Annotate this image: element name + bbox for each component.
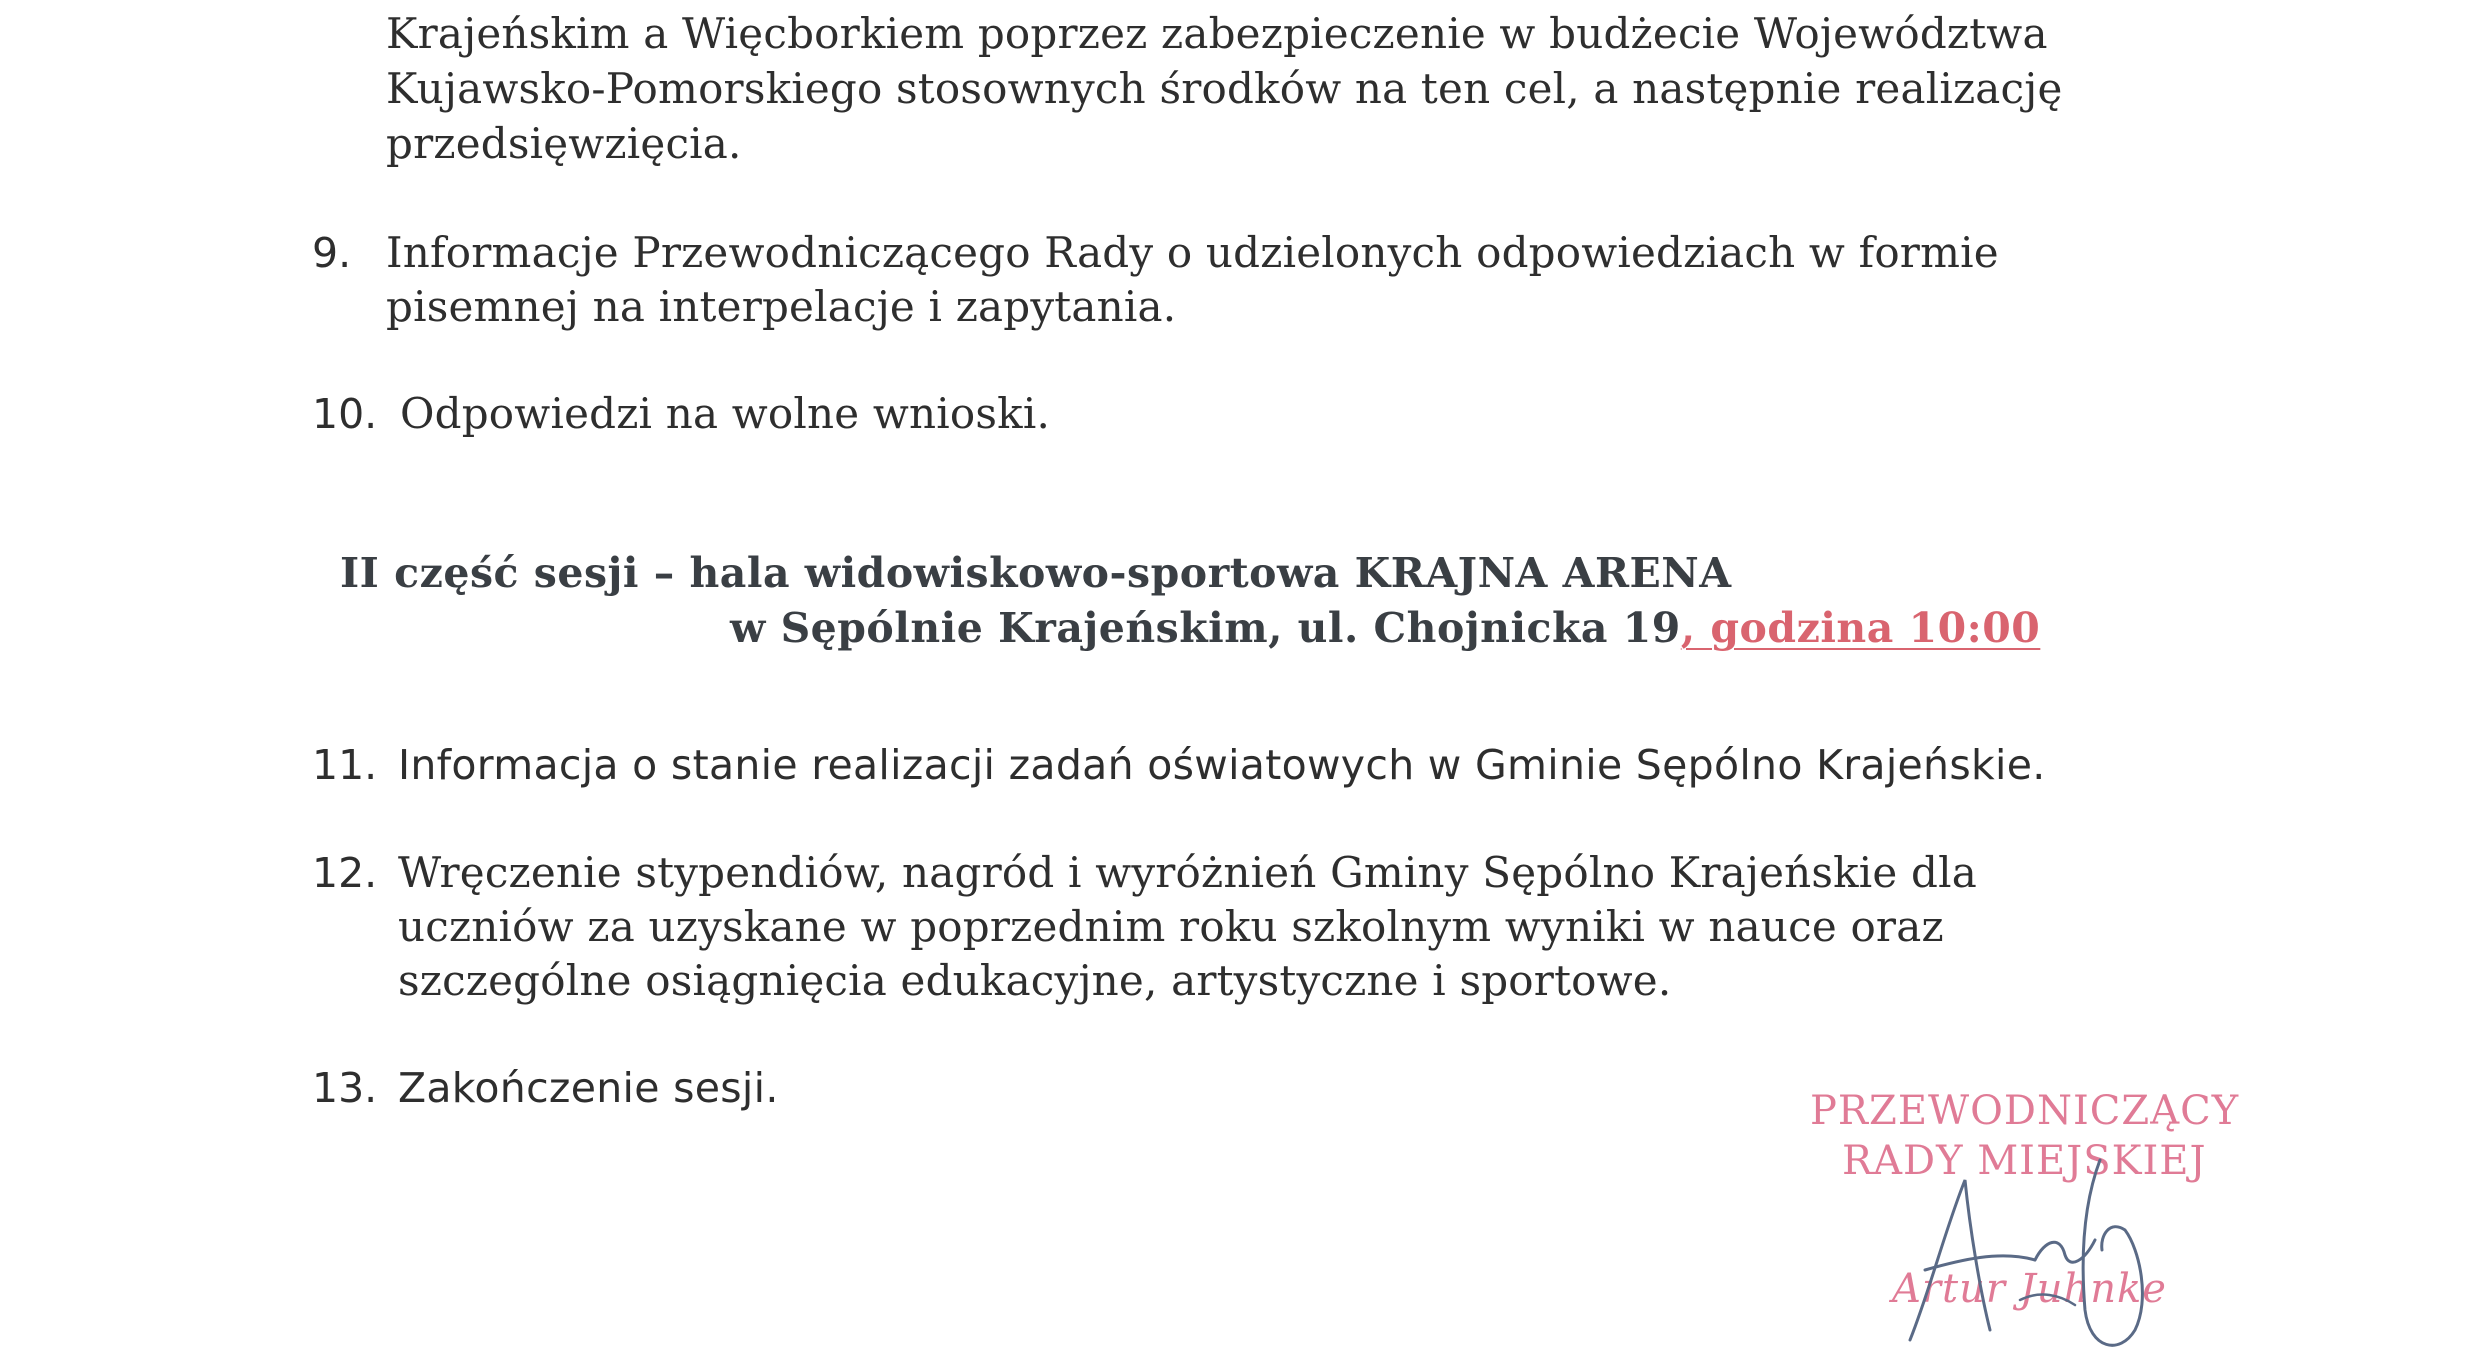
session-part2-address: w Sępólnie Krajeńskim, ul. Chojnicka 19	[730, 604, 1681, 652]
item13-line1: Zakończenie sesji.	[398, 1064, 779, 1112]
item10-line1: Odpowiedzi na wolne wnioski.	[400, 389, 1050, 438]
session-part2-location	[730, 600, 2040, 656]
item9-line2: pisemnej na interpelacje i zapytania.	[386, 282, 1177, 331]
stamp-name: Artur Juhnke	[1892, 1266, 2167, 1312]
item12-number: 12.	[312, 849, 378, 897]
item13-number: 13.	[312, 1064, 378, 1112]
stamp-title-line1: PRZEWODNICZĄCY	[1810, 1088, 2240, 1134]
item8-line1: Krajeńskim a Więcborkiem poprzez zabezpieczenie w budżecie Województwa	[386, 9, 2048, 58]
item12-line2: uczniów za uzyskane w poprzednim roku szkolnym wyniki w nauce oraz	[398, 902, 1944, 951]
signature-icon	[1870, 1140, 2200, 1370]
item9-number: 9.	[312, 229, 352, 277]
item9-line1: Informacje Przewodniczącego Rady o udzielonych odpowiedziach w formie	[386, 228, 1999, 277]
item12-line1: Wręczenie stypendiów, nagród i wyróżnień Gminy Sępólno Krajeńskie dla	[398, 848, 1977, 897]
item8-line2: Kujawsko-Pomorskiego stosownych środków na ten cel, a następnie realizację	[386, 64, 2063, 113]
session-part2-heading: II część sesji – hala widowiskowo-sportowa KRAJNA ARENA	[340, 549, 1732, 597]
stamp-title-line2: RADY MIEJSKIEJ	[1842, 1138, 2207, 1184]
item12-line3: szczególne osiągnięcia edukacyjne, artystyczne i sportowe.	[398, 956, 1672, 1005]
item11-line1: Informacja o stanie realizacji zadań oświatowych w Gminie Sępólno Krajeńskie.	[398, 741, 2046, 789]
session-part2-time: , godzina 10:00	[1680, 604, 2041, 652]
item11-number: 11.	[312, 741, 378, 789]
item10-number: 10.	[312, 390, 378, 438]
item8-line3: przedsięwzięcia.	[386, 119, 742, 168]
